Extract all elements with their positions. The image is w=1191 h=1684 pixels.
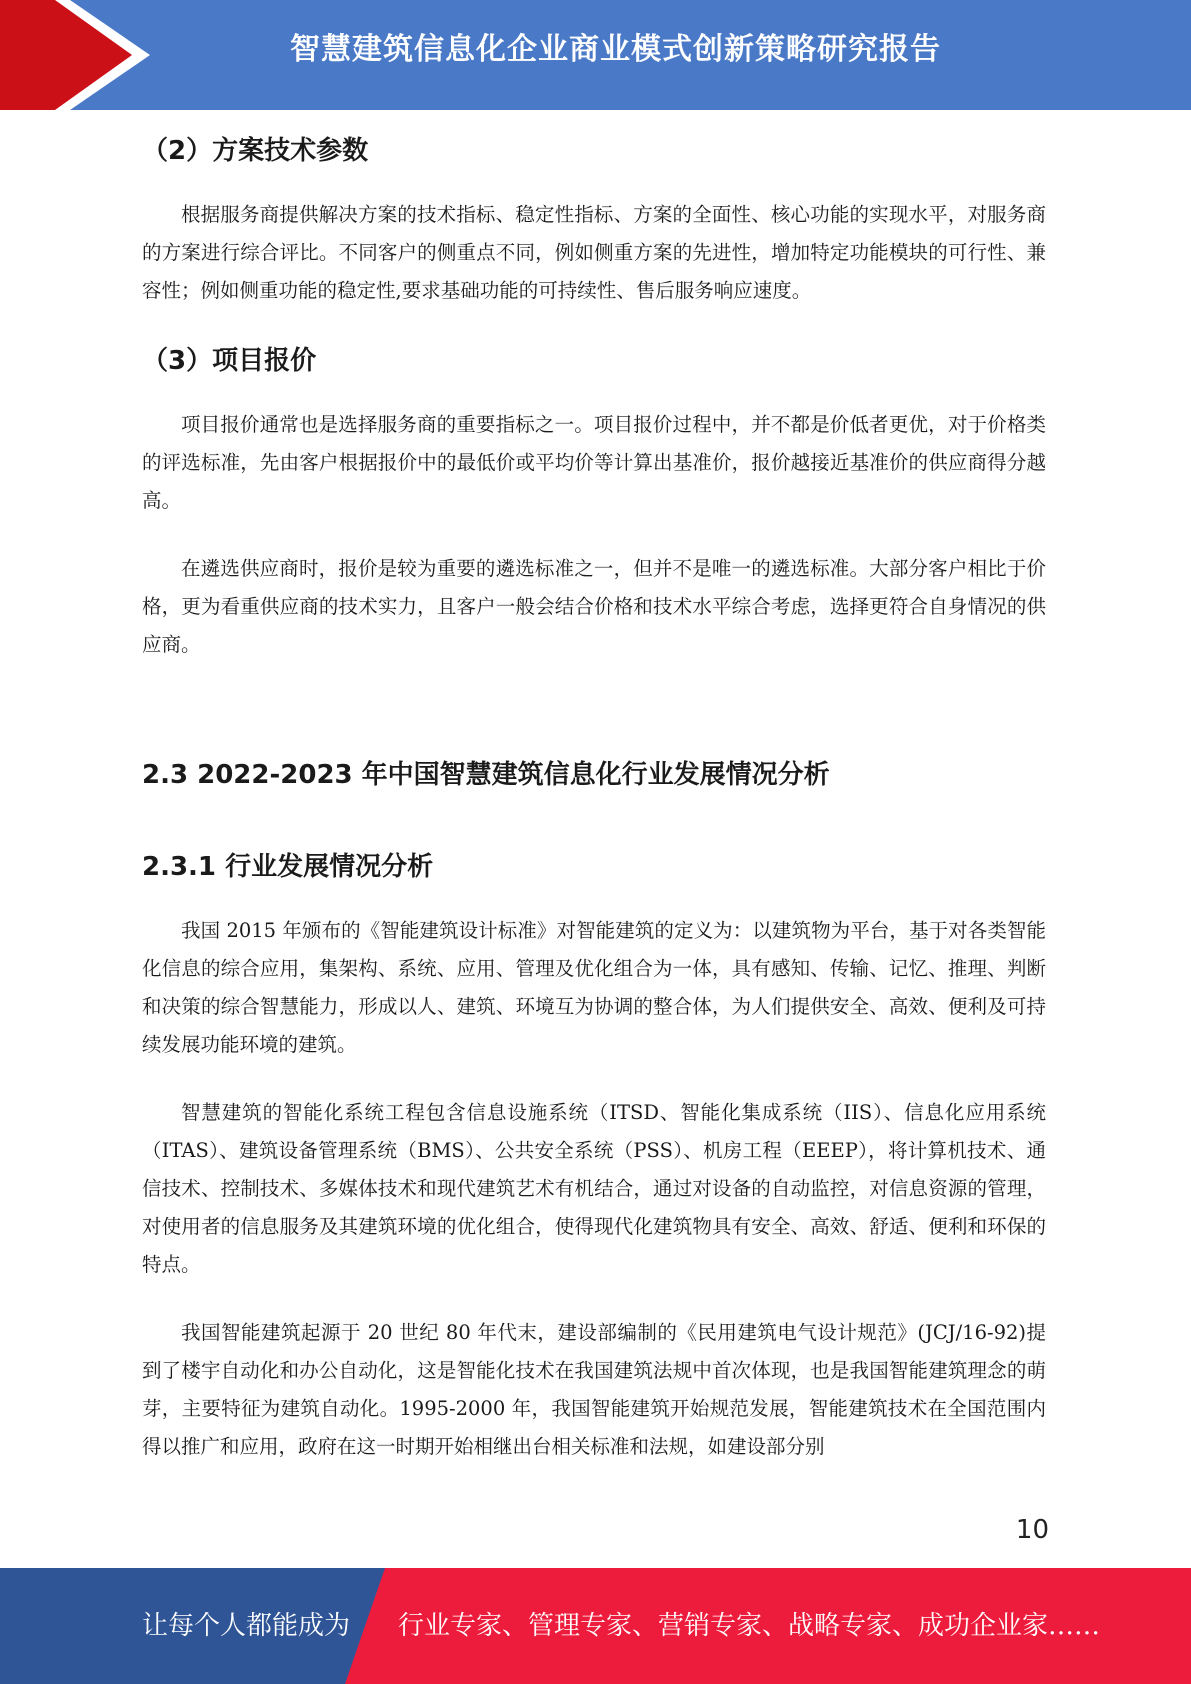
page-number: 10 xyxy=(1015,1515,1049,1545)
paragraph-industry-2: 智慧建筑的智能化系统工程包含信息设施系统（ITSD、智能化集成系统（IIS）、信息化应用系统（ITAS）、建筑设备管理系统（BMS）、公共安全系统（PSS）、机房工程（EEEP），将计算机技术、通信技术、控制技术、多媒体技术和现代建筑艺术有机结合，通过对设备的自动监控，对信息资源的管理，对使用者的信息服务及其建筑环境的优化组合，使得现代化建筑物具有安全、高效、舒适、便利和环保的特点。 xyxy=(142,1101,1046,1276)
report-title: 智慧建筑信息化企业商业模式创新策略研究报告 xyxy=(290,32,941,67)
page-content xyxy=(142,128,1046,1466)
footer-slogan-right: 行业专家、管理专家、营销专家、战略专家、成功企业家…… xyxy=(398,1611,1101,1641)
paragraph-industry-1: 我国 2015 年颁布的《智能建筑设计标准》对智能建筑的定义为：以建筑物为平台，基于对各类智能化信息的综合应用，集架构、系统、应用、管理及优化组合为一体，具有感知、传输、记忆、推理、判断和决策的综合智慧能力，形成以人、建筑、环境互为协调的整合体，为人们提供安全、高效、便利及可持续发展功能环境的建筑。 xyxy=(142,919,1046,1056)
footer-slogan-left: 让每个人都能成为 xyxy=(142,1611,351,1641)
section-heading-tech-params: （2）方案技术参数 xyxy=(142,136,369,166)
section-heading-quotation: （3）项目报价 xyxy=(142,346,317,376)
paragraph-quotation-2: 在遴选供应商时，报价是较为重要的遴选标准之一，但并不是唯一的遴选标准。大部分客户相比于价格，更为看重供应商的技术实力，且客户一般会结合价格和技术水平综合考虑，选择更符合自身情况的供应商。 xyxy=(142,557,1046,656)
paragraph-quotation-1: 项目报价通常也是选择服务商的重要指标之一。项目报价过程中，并不都是价低者更优，对于价格类的评选标准，先由客户根据报价中的最低价或平均价等计算出基准价，报价越接近基准价的供应商得分越高。 xyxy=(142,413,1046,512)
section-heading-industry-analysis: 2.3 2022-2023 年中国智慧建筑信息化行业发展情况分析 xyxy=(142,760,830,790)
paragraph-tech-params: 根据服务商提供解决方案的技术指标、稳定性指标、方案的全面性、核心功能的实现水平，对服务商的方案进行综合评比。不同客户的侧重点不同，例如侧重方案的先进性，增加特定功能模块的可行性、兼容性；例如侧重功能的稳定性,要求基础功能的可持续性、售后服务响应速度。 xyxy=(142,203,1046,302)
footer-banner xyxy=(0,1568,1191,1684)
section-heading-industry-development: 2.3.1 行业发展情况分析 xyxy=(142,852,434,882)
paragraph-industry-3: 我国智能建筑起源于 20 世纪 80 年代末，建设部编制的《民用建筑电气设计规范》(JCJ/16-92)提到了楼宇自动化和办公自动化，这是智能化技术在我国建筑法规中首次体现，也是我国智能建筑理念的萌芽，主要特征为建筑自动化。1995-2000 年，我国智能建筑开始规范发展，智能建筑技术在全国范围内得以推广和应用，政府在这一时期开始相继出台相关标准和法规，如建设部分别 xyxy=(142,1321,1046,1458)
header-banner xyxy=(0,0,1191,110)
